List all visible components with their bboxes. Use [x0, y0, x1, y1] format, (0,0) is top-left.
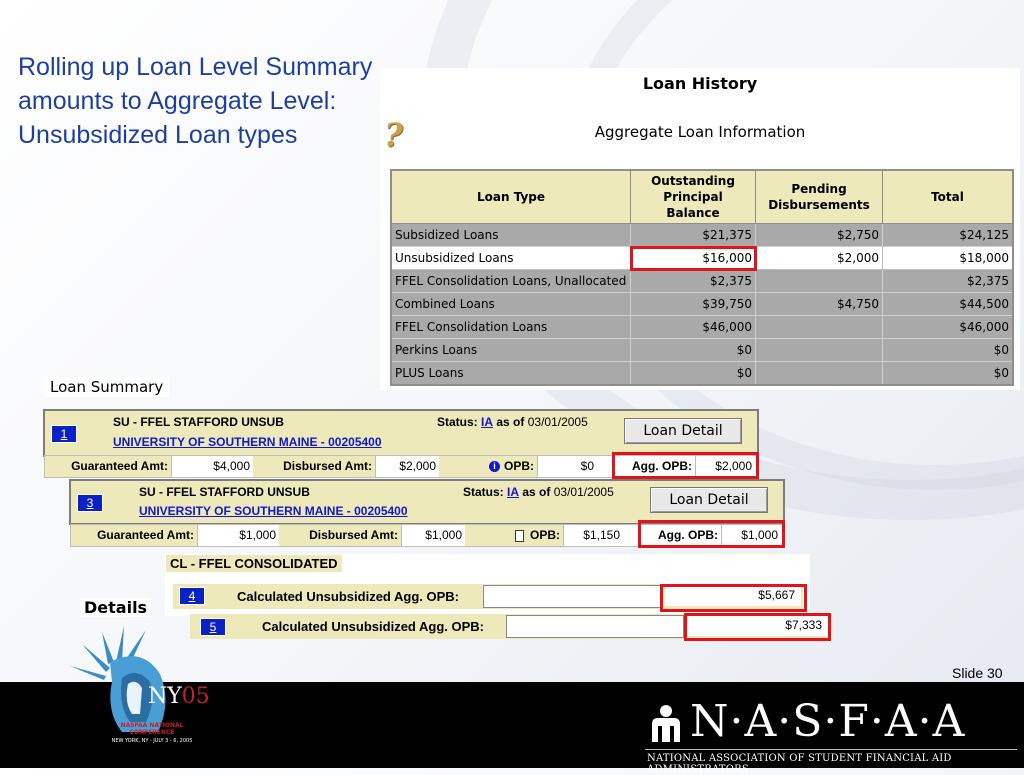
as-of-date: 03/01/2005: [553, 485, 614, 499]
opb-value: $1,150: [563, 525, 623, 546]
school-link[interactable]: UNIVERSITY OF SOUTHERN MAINE - 00205400: [139, 504, 408, 518]
loan-type-cell: FFEL Consolidation Loans, Unallocated: [391, 270, 631, 293]
question-mark-icon: ?: [379, 116, 407, 154]
opb-value: $0: [537, 456, 597, 477]
table-row: [391, 362, 1013, 386]
loan-type-cell: Subsidized Loans: [391, 224, 631, 247]
title-line: Unsubsidized Loan types: [18, 121, 298, 149]
total-cell: $18,000: [883, 247, 1014, 270]
status-label: Status:: [437, 415, 478, 429]
guaranteed-amount-value: $4,000: [171, 456, 253, 477]
pending-cell: $2,000: [756, 247, 883, 270]
opb-cell: $0: [631, 362, 756, 386]
blank-field: [506, 615, 684, 638]
loan-summary-label: Loan Summary: [44, 377, 169, 397]
blank-field: [483, 585, 661, 608]
as-of-date: 03/01/2005: [527, 415, 588, 429]
loan-number-link[interactable]: 4: [179, 587, 205, 605]
conference-name: NASFAA NATIONAL CONFERENCE: [120, 722, 184, 736]
loan-detail-button[interactable]: Loan Detail: [650, 487, 768, 513]
conference-dates: NEW YORK, NY · JULY 3 - 6, 2005: [111, 738, 193, 744]
agg-opb-value: $2,000: [695, 456, 755, 477]
opb-cell: $21,375: [631, 224, 756, 247]
loan-name: SU - FFEL STAFFORD UNSUB: [139, 485, 310, 499]
school-link[interactable]: UNIVERSITY OF SOUTHERN MAINE - 00205400: [113, 435, 382, 449]
aggregate-loan-heading: Aggregate Loan Information: [594, 123, 806, 141]
table-row: [391, 270, 1013, 293]
loan-type-cell: Perkins Loans: [391, 339, 631, 362]
pending-cell: [756, 362, 883, 386]
calculated-agg-value: $5,667: [665, 585, 801, 606]
highlight-box: [660, 584, 807, 612]
loan-type-cell: Combined Loans: [391, 293, 631, 316]
loan-history-heading: Loan History: [642, 74, 758, 93]
ny-letters: NY: [148, 684, 182, 709]
title-line: Rolling up Loan Level Summary: [18, 53, 373, 81]
agg-opb-label: Agg. OPB:: [641, 525, 721, 546]
loan-type-cell: FFEL Consolidation Loans: [391, 316, 631, 339]
col-loan-type: Loan Type: [391, 170, 631, 224]
disbursed-amount-value: $1,000: [401, 525, 465, 546]
status-code-link[interactable]: IA: [481, 415, 494, 429]
table-row: [391, 339, 1013, 362]
total-cell: $0: [883, 339, 1014, 362]
loan-number-link[interactable]: 3: [77, 494, 103, 512]
slide-title: [18, 50, 438, 152]
loan-number-link[interactable]: 1: [51, 425, 77, 443]
agg-opb-value: $1,000: [721, 525, 781, 546]
opb-label-cell: [439, 456, 537, 477]
opb-label: OPB:: [504, 459, 534, 473]
opb-cell: $46,000: [631, 316, 756, 339]
people-icon: [646, 704, 686, 742]
disbursed-amount-value: $2,000: [375, 456, 439, 477]
calculated-agg-label: Calculated Unsubsidized Agg. OPB:: [237, 589, 459, 604]
info-icon[interactable]: i: [489, 461, 500, 472]
pending-cell: $2,750: [756, 224, 883, 247]
loan-history-panel: [380, 68, 1020, 390]
calculated-agg-label: Calculated Unsubsidized Agg. OPB:: [262, 619, 484, 634]
col-pending-disbursements: Pending Disbursements: [756, 170, 883, 224]
conference-ny-text: [148, 684, 210, 709]
total-cell: $0: [883, 362, 1014, 386]
loan-type-cell: PLUS Loans: [391, 362, 631, 386]
status-code-link[interactable]: IA: [507, 485, 520, 499]
loan-number-link[interactable]: 5: [200, 618, 226, 636]
guaranteed-amount-label: Guaranteed Amt:: [71, 525, 197, 546]
highlight-box: [612, 452, 759, 479]
loan-summary-card: [43, 409, 759, 457]
highlight-box: [684, 613, 831, 641]
loan-name: SU - FFEL STAFFORD UNSUB: [113, 415, 284, 429]
ny-year: 05: [181, 684, 210, 709]
table-row: [391, 316, 1013, 339]
footer-divider: [645, 749, 1017, 750]
opb-cell-highlighted: $16,000: [631, 247, 756, 270]
total-cell: $2,375: [883, 270, 1014, 293]
pending-cell: [756, 339, 883, 362]
highlight-box: [638, 520, 785, 548]
opb-cell: $39,750: [631, 293, 756, 316]
guaranteed-amount-label: Guaranteed Amt:: [45, 456, 171, 477]
status-label: Status:: [463, 485, 504, 499]
agg-opb-label: Agg. OPB:: [615, 456, 695, 477]
disbursed-amount-label: Disbursed Amt:: [253, 456, 375, 477]
total-cell: $24,125: [883, 224, 1014, 247]
opb-label-cell: [465, 525, 563, 546]
loan-status: [437, 415, 588, 429]
nasfaa-logo: N·A·S·F·A·A: [690, 696, 966, 747]
pending-cell: [756, 316, 883, 339]
slide-number: Slide 30: [952, 665, 1003, 681]
loan-status: [463, 485, 614, 499]
calculated-agg-value: $7,333: [688, 615, 828, 636]
total-cell: $44,500: [883, 293, 1014, 316]
loan-detail-button[interactable]: Loan Detail: [624, 418, 742, 444]
table-row: [391, 247, 1013, 270]
consolidated-loan-title: CL - FFEL CONSOLIDATED: [166, 555, 342, 572]
disbursed-amount-label: Disbursed Amt:: [279, 525, 401, 546]
opb-cell: $0: [631, 339, 756, 362]
table-row: [391, 293, 1013, 316]
table-row: [391, 224, 1013, 247]
document-icon[interactable]: [515, 530, 524, 542]
col-outstanding-principal: Outstanding Principal Balance: [631, 170, 756, 224]
aggregate-loan-table: [390, 169, 1014, 386]
total-cell: $46,000: [883, 316, 1014, 339]
nasfaa-tagline: NATIONAL ASSOCIATION OF STUDENT FINANCIAL AID ADMINISTRATORS: [647, 753, 952, 775]
as-of-label: as of: [522, 485, 551, 499]
details-label: Details: [80, 598, 151, 617]
guaranteed-amount-value: $1,000: [197, 525, 279, 546]
col-total: Total: [883, 170, 1014, 224]
pending-cell: $4,750: [756, 293, 883, 316]
title-line: amounts to Aggregate Level:: [18, 87, 337, 115]
as-of-label: as of: [496, 415, 525, 429]
loan-type-cell: Unsubsidized Loans: [391, 247, 631, 270]
loan-summary-card: [69, 479, 785, 525]
pending-cell: [756, 270, 883, 293]
opb-label: OPB:: [530, 528, 560, 542]
opb-cell: $2,375: [631, 270, 756, 293]
